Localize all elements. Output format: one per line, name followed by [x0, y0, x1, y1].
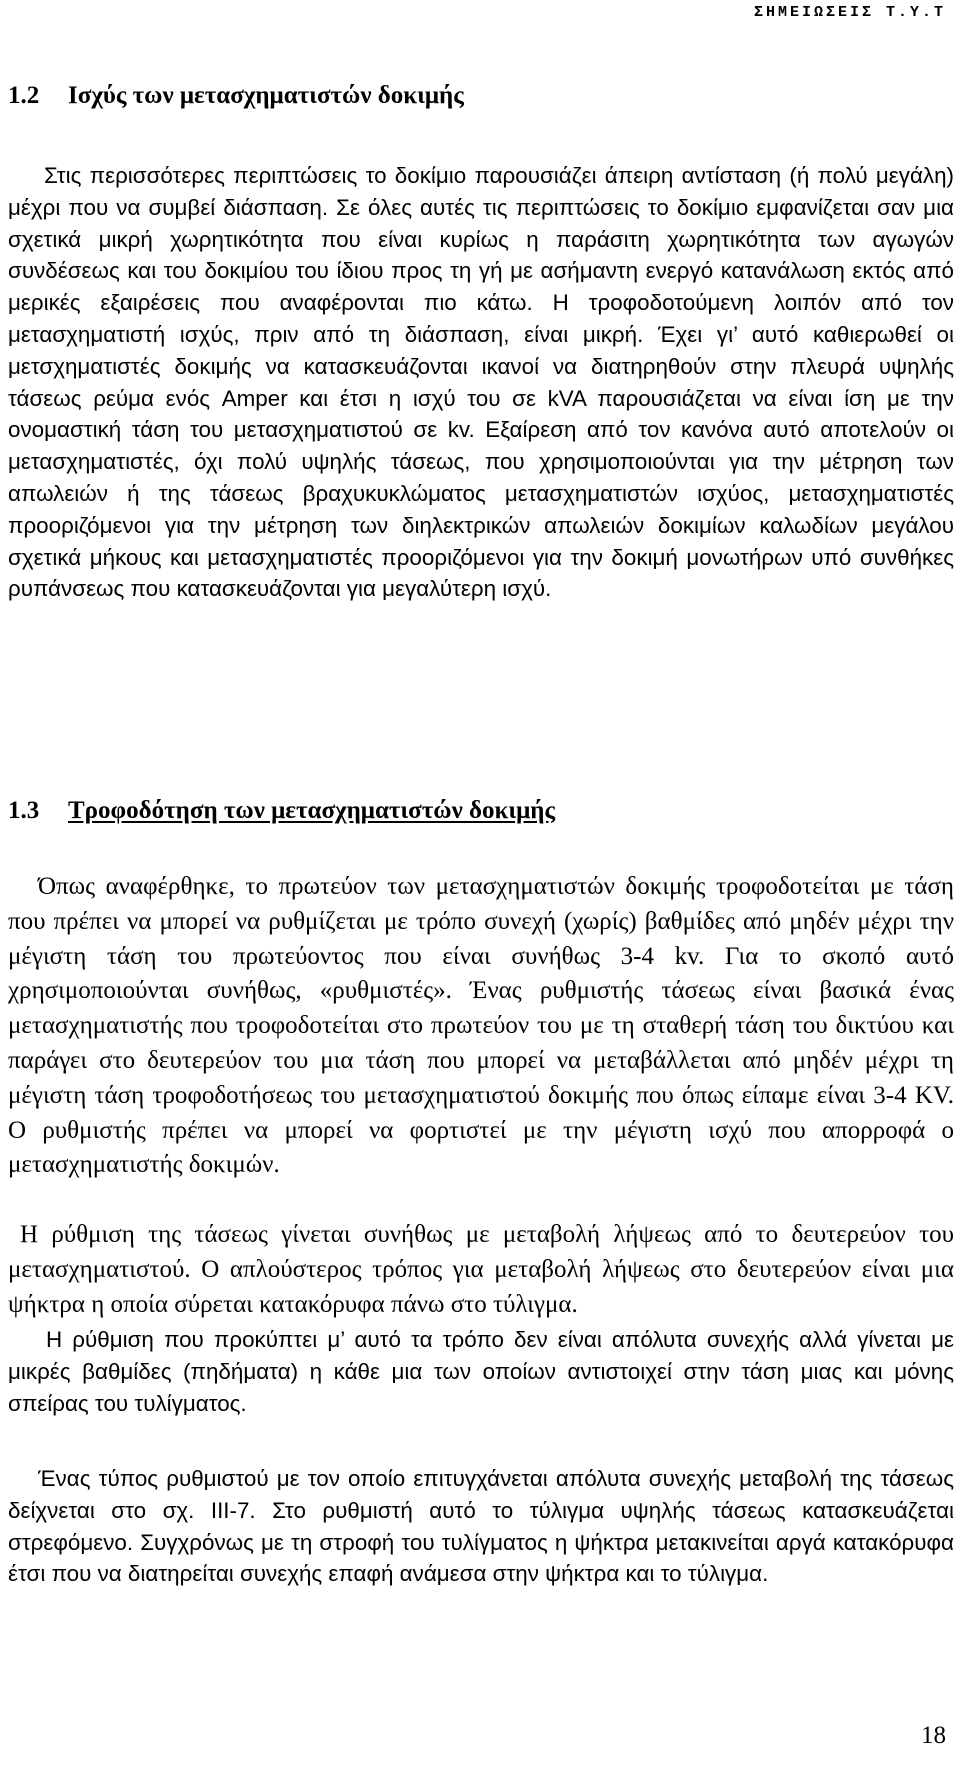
section-title: Τροφοδότηση των μετασχηματιστών δοκιμής	[68, 797, 556, 824]
section-title: Ισχύς των μετασχηματιστών δοκιμής	[68, 82, 464, 109]
page-number: 18	[921, 1722, 946, 1749]
paragraph-power-of-test-transformers: Στις περισσότερες περιπτώσεις το δοκίμιο παρουσιάζει άπειρη αντίσταση (ή πολύ μεγάλη) μέχρι που να συμβεί διάσπαση. Σε όλες αυτές τις περιπτώσεις το δοκίμιο εμφανίζεται σαν μια σχετικά μικρή χωρητικότητα που είναι κυρίως η παράσιτη χωρητικότητα των αγωγών συνδέσεως και του δοκιμίου του ίδιου προς τη γή με ασήμαντη ενεργό κατανάλωση εκτός από μερικές εξαιρέσεις που αναφέρονται πιο κάτω. Η τροφοδοτούμενη λοιπόν από τον μετασχηματιστή ισχύς, πριν από τη διάσπαση, είναι μικρή. Έχει γι’ αυτό καθιερωθεί οι μετσχηματιστές δοκιμής να κατασκευάζονται ικανοί να διατηρηθούν στην πλευρά υψηλής τάσεως ρεύμα ενός Amper και έτσι η ισχύ του σε kVA παρουσιάζεται να είναι ίση με την ονομαστική τάση του μετασχηματιστού σε kv. Εξαίρεση από τον κανόνα αυτό αποτελούν οι μετασχηματιστές, όχι πολύ υψηλής τάσεως, που χρησιμοποιούνται για την μέτρηση των απωλειών ή της τάσεως βραχυκυκλώματος μετασχηματιστών ισχύος, μετασχηματιστές προοριζόμενοι για την μέτρηση των διηλεκτρικών απωλειών δοκιμίων καλωδίων μεγάλου σχετικά μήκους και μετασχηματιστές προοριζόμενοι για την δοκιμή μονωτήρων υπό συνθήκες ρυπάνσεως που κατασκευάζονται για μεγαλύτερη ισχύ.	[8, 163, 954, 602]
section-heading-1-2	[8, 82, 464, 110]
section-number: 1.2	[8, 82, 40, 109]
paragraph-continuous-regulator: Ένας τύπος ρυθμιστού με τον οποίο επιτυγχάνεται απόλυτα συνεχής μεταβολή της τάσεως δείχνεται στο σχ. III-7. Στο ρυθμιστή αυτό το τύλιγμα υψηλής τάσεως κατασκευάζεται στρεφόμενο. Συγχρόνως με τη στροφή του τυλίγματος η ψήκτρα μετακινείται αργά κατακόρυφα έτσι που να διατηρείται συνεχής επαφή ανάμεσα στην ψήκτρα και το τύλιγμα.	[8, 1466, 954, 1587]
running-header: ΣΗΜΕΙΩΣΕΙΣ Τ.Υ.Τ	[753, 4, 946, 21]
section-number: 1.3	[8, 797, 40, 824]
paragraph-step-regulation: Η ρύθμιση που προκύπτει μ’ αυτό τα τρόπο δεν είναι απόλυτα συνεχής αλλά γίνεται με μικρές βαθμίδες (πηδήματα) η κάθε μια των οποίων αντιστοιχεί στην τάση μιας και μόνης σπείρας του τυλίγματος.	[8, 1327, 954, 1416]
section-heading-1-3	[8, 797, 555, 825]
paragraph-supply-regulators: Όπως αναφέρθηκε, το πρωτεύον των μετασχηματιστών δοκιμής τροφοδοτείται με τάση που πρέπει να μπορεί να ρυθμίζεται με τρόπο συνεχή (χωρίς) βαθμίδες από μηδέν μέχρι την μέγιστη τάση του πρωτεύοντος που είναι συνήθως 3-4 kv. Για το σκοπό αυτό χρησιμοποιούνται συνήθως, «ρυθμιστές». Ένας ρυθμιστής τάσεως είναι βασικά ένας μετασχηματιστής που τροφοδοτείται στο πρωτεύον του με τη σταθερή τάση του δικτύου και παράγει στο δευτερεύον του μια τάση που μπορεί να μεταβάλλεται από μηδέν μέχρι τη μέγιστη τάση τροφοδοτήσεως του μετασχηματιστού δοκιμής που όπως είπαμε είναι 3-4 KV. Ο ρυθμιστής πρέπει να μπορεί να φορτιστεί με την μέγιστη ισχύ που απορροφά ο μετασχηματιστής δοκιμών.	[8, 873, 954, 1179]
paragraph-voltage-regulation: Η ρύθμιση της τάσεως γίνεται συνήθως με μεταβολή λήψεως από το δευτερεύον του μετασχηματιστού. Ο απλούστερος τρόπος για μεταβολή λήψεως στο δευτερεύον είναι μια ψήκτρα η οποία σύρεται κατακόρυφα πάνω στο τύλιγμα.	[8, 1221, 954, 1318]
